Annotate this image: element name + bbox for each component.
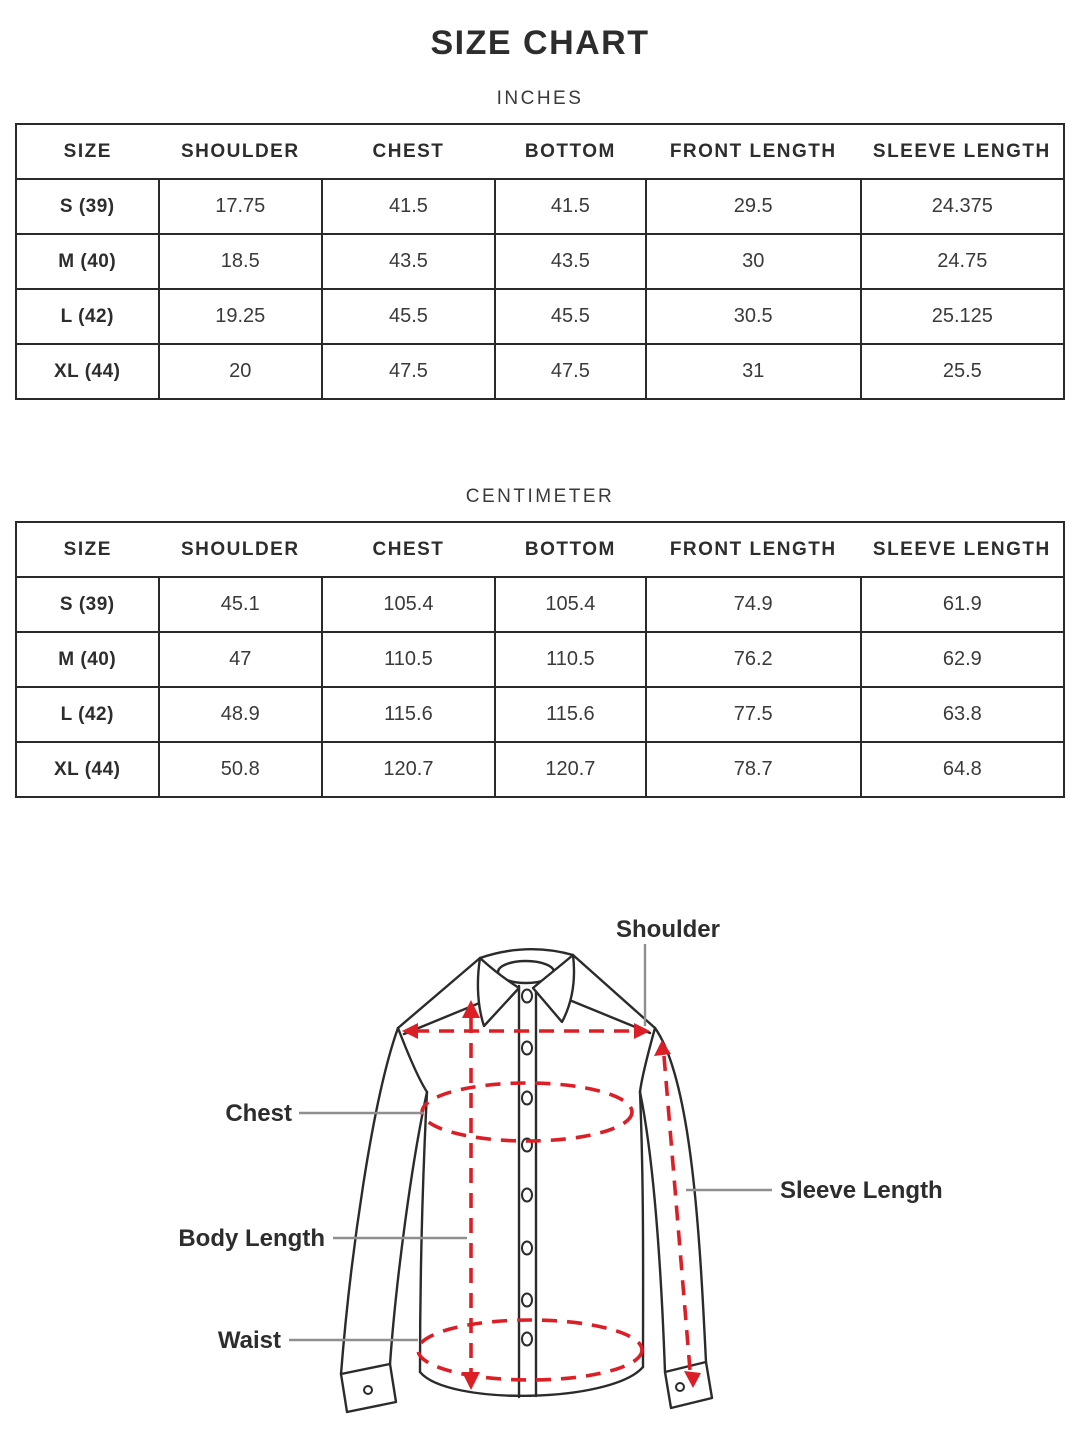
right-cuff-button: [676, 1383, 684, 1391]
column-header: SHOULDER: [159, 124, 322, 179]
size-cell: L (42): [16, 687, 159, 742]
column-header: SHOULDER: [159, 522, 322, 577]
value-cell: 18.5: [159, 234, 322, 289]
column-header: SLEEVE LENGTH: [861, 522, 1064, 577]
value-cell: 43.5: [495, 234, 646, 289]
centimeter-table: [15, 521, 1065, 798]
value-cell: 105.4: [495, 577, 646, 632]
column-header: FRONT LENGTH: [646, 522, 861, 577]
value-cell: 50.8: [159, 742, 322, 797]
value-cell: 120.7: [322, 742, 495, 797]
table-row: [16, 687, 1064, 742]
size-cell: M (40): [16, 632, 159, 687]
sleeve-length-label: Sleeve Length: [780, 1177, 943, 1204]
sleeve-measure-line: [664, 1056, 690, 1370]
table-row: [16, 632, 1064, 687]
size-cell: L (42): [16, 289, 159, 344]
value-cell: 47.5: [495, 344, 646, 399]
inches-section: [0, 88, 1080, 400]
value-cell: 77.5: [646, 687, 861, 742]
waist-label: Waist: [217, 1327, 281, 1354]
column-header: SIZE: [16, 522, 159, 577]
value-cell: 110.5: [495, 632, 646, 687]
unit-label-inches: INCHES: [496, 88, 584, 109]
value-cell: 47.5: [322, 344, 495, 399]
column-header: CHEST: [322, 124, 495, 179]
value-cell: 61.9: [861, 577, 1064, 632]
shirt-diagram-svg: [0, 860, 1080, 1440]
value-cell: 62.9: [861, 632, 1064, 687]
value-cell: 110.5: [322, 632, 495, 687]
value-cell: 24.375: [861, 179, 1064, 234]
column-header: BOTTOM: [495, 522, 646, 577]
waist-measure-ellipse: [418, 1320, 642, 1380]
value-cell: 45.5: [495, 289, 646, 344]
value-cell: 76.2: [646, 632, 861, 687]
measurement-marks: [402, 1000, 701, 1390]
chest-label: Chest: [225, 1100, 292, 1127]
centimeter-section: [0, 486, 1080, 798]
size-cell: S (39): [16, 179, 159, 234]
table-header-row: [16, 124, 1064, 179]
table-row: [16, 289, 1064, 344]
size-cell: M (40): [16, 234, 159, 289]
table-row: [16, 577, 1064, 632]
value-cell: 29.5: [646, 179, 861, 234]
column-header: SLEEVE LENGTH: [861, 124, 1064, 179]
value-cell: 30.5: [646, 289, 861, 344]
column-header: BOTTOM: [495, 124, 646, 179]
shirt-diagram: [0, 860, 1080, 1440]
size-cell: XL (44): [16, 742, 159, 797]
inches-table: [15, 123, 1065, 400]
value-cell: 24.75: [861, 234, 1064, 289]
value-cell: 25.125: [861, 289, 1064, 344]
table-row: [16, 344, 1064, 399]
table-row: [16, 179, 1064, 234]
value-cell: 120.7: [495, 742, 646, 797]
body-length-label: Body Length: [178, 1225, 325, 1252]
size-cell: XL (44): [16, 344, 159, 399]
value-cell: 45.5: [322, 289, 495, 344]
value-cell: 115.6: [322, 687, 495, 742]
value-cell: 25.5: [861, 344, 1064, 399]
button-column: [522, 990, 532, 1346]
column-header: FRONT LENGTH: [646, 124, 861, 179]
value-cell: 47: [159, 632, 322, 687]
value-cell: 43.5: [322, 234, 495, 289]
value-cell: 64.8: [861, 742, 1064, 797]
value-cell: 48.9: [159, 687, 322, 742]
table-row: [16, 742, 1064, 797]
value-cell: 78.7: [646, 742, 861, 797]
shoulder-label: Shoulder: [615, 916, 721, 943]
table-row: [16, 234, 1064, 289]
table-header-row: [16, 522, 1064, 577]
column-header: SIZE: [16, 124, 159, 179]
value-cell: 115.6: [495, 687, 646, 742]
size-cell: S (39): [16, 577, 159, 632]
value-cell: 41.5: [495, 179, 646, 234]
left-cuff-button: [364, 1386, 372, 1394]
value-cell: 45.1: [159, 577, 322, 632]
value-cell: 105.4: [322, 577, 495, 632]
column-header: CHEST: [322, 522, 495, 577]
value-cell: 31: [646, 344, 861, 399]
unit-label-centimeter: CENTIMETER: [465, 486, 615, 507]
value-cell: 20: [159, 344, 322, 399]
page-title: SIZE CHART: [430, 24, 650, 62]
value-cell: 17.75: [159, 179, 322, 234]
value-cell: 41.5: [322, 179, 495, 234]
value-cell: 19.25: [159, 289, 322, 344]
value-cell: 30: [646, 234, 861, 289]
value-cell: 74.9: [646, 577, 861, 632]
value-cell: 63.8: [861, 687, 1064, 742]
collar: [478, 949, 574, 1026]
